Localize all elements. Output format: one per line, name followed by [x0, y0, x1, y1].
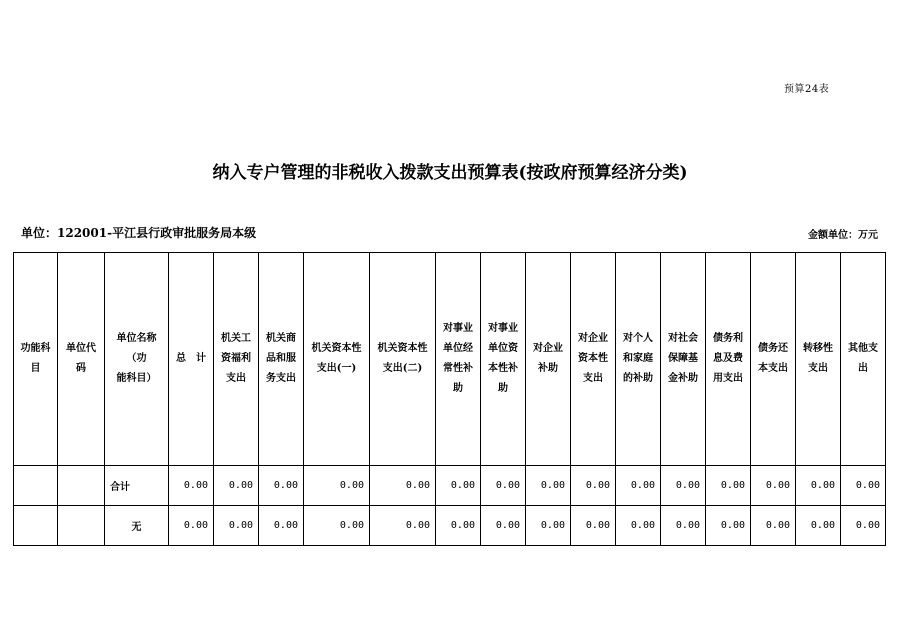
column-header [14, 253, 58, 466]
column-header-line: 支出 [808, 363, 828, 374]
column-header-line: 机关商 [266, 333, 296, 344]
table-row [14, 466, 886, 506]
column-header-line: 助 [453, 383, 463, 394]
amount-cell: 0.00 [370, 506, 436, 546]
amount-cell: 0.00 [796, 506, 841, 546]
column-header-line: 机关资本性 [377, 343, 428, 354]
amount-cell: 0.00 [214, 506, 259, 546]
column-header-line: 对社会 [668, 333, 698, 344]
amount-cell: 0.00 [661, 466, 706, 506]
column-header-line: 机关工 [221, 333, 251, 344]
amount-unit: 金额单位：万元 [808, 230, 878, 241]
column-header-line: 总 计 [176, 353, 206, 364]
amount-cell: 0.00 [751, 506, 796, 546]
amount-cell: 0.00 [169, 506, 214, 546]
reporting-unit: 单位：122001-平江县行政审批服务局本级 [21, 226, 257, 240]
column-header-line: 单位名称（功 [116, 333, 157, 364]
column-header-line: 目 [30, 363, 41, 374]
column-header-line: 和家庭 [623, 353, 653, 364]
amount-cell: 0.00 [259, 506, 304, 546]
amount-cell: 0.00 [841, 466, 886, 506]
amount-cell: 0.00 [370, 466, 436, 506]
amount-cell: 0.00 [571, 506, 616, 546]
column-header-line: 用支出 [713, 373, 743, 384]
column-header-line: 债务还 [758, 343, 788, 354]
function-code-cell [14, 466, 58, 506]
table-body [14, 466, 886, 546]
column-header-line: 对个人 [623, 333, 653, 344]
column-header [214, 253, 259, 466]
column-header [436, 253, 481, 466]
amount-cell: 0.00 [706, 466, 751, 506]
column-header-line: 补助 [538, 363, 558, 374]
column-header-line: 单位资 [488, 343, 518, 354]
column-header-line: 本支出 [758, 363, 788, 374]
budget-table [13, 252, 886, 546]
header-row [14, 253, 886, 466]
column-header [105, 253, 169, 466]
column-header [706, 253, 751, 466]
column-header-line: 金补助 [668, 373, 698, 384]
column-header-line: 保障基 [668, 353, 698, 364]
amount-cell: 0.00 [436, 466, 481, 506]
column-header-line: 机关资本性 [311, 343, 362, 354]
function-code-cell [14, 506, 58, 546]
amount-cell: 0.00 [259, 466, 304, 506]
column-header-line: 支出 [226, 373, 246, 384]
column-header-line: 支出(二) [382, 363, 423, 374]
column-header-line: 息及费 [713, 353, 743, 364]
amount-cell: 0.00 [481, 466, 526, 506]
column-header-line: 助 [498, 383, 508, 394]
column-header-line: 对事业 [488, 323, 518, 334]
column-header-line: 的补助 [623, 373, 653, 384]
column-header-line: 出 [858, 363, 868, 374]
amount-cell: 0.00 [616, 466, 661, 506]
column-header [58, 253, 105, 466]
amount-cell: 0.00 [616, 506, 661, 546]
column-header [526, 253, 571, 466]
column-header-line: 单位代 [66, 343, 96, 354]
amount-cell: 0.00 [526, 506, 571, 546]
column-header [259, 253, 304, 466]
column-header-line: 对企业 [578, 333, 608, 344]
column-header [751, 253, 796, 466]
amount-cell: 0.00 [436, 506, 481, 546]
column-header [571, 253, 616, 466]
column-header [370, 253, 436, 466]
column-header [304, 253, 370, 466]
amount-cell: 0.00 [526, 466, 571, 506]
column-header-line: 资福利 [221, 353, 251, 364]
column-header [796, 253, 841, 466]
amount-cell: 0.00 [796, 466, 841, 506]
amount-cell: 0.00 [751, 466, 796, 506]
column-header-line: 常性补 [443, 363, 473, 374]
amount-cell: 0.00 [571, 466, 616, 506]
column-header [841, 253, 886, 466]
column-header [169, 253, 214, 466]
column-header-line: 支出(一) [316, 363, 357, 374]
amount-cell: 0.00 [169, 466, 214, 506]
amount-cell: 0.00 [304, 466, 370, 506]
column-header [661, 253, 706, 466]
amount-cell: 0.00 [661, 506, 706, 546]
column-header-line: 对企业 [533, 343, 563, 354]
amount-cell: 0.00 [706, 506, 751, 546]
amount-cell: 0.00 [841, 506, 886, 546]
amount-cell: 0.00 [214, 466, 259, 506]
column-header-line: 其他支 [848, 343, 878, 354]
page-title: 纳入专户管理的非税收入拨款支出预算表(按政府预算经济分类) [212, 163, 688, 183]
column-header [616, 253, 661, 466]
column-header-line: 支出 [583, 373, 603, 384]
form-number: 预算24表 [784, 84, 830, 95]
column-header-line: 品和服 [266, 353, 296, 364]
unit-code-cell [58, 466, 105, 506]
column-header-line: 对事业 [443, 323, 473, 334]
unit-name-cell: 合计 [105, 466, 169, 506]
column-header-line: 资本性 [578, 353, 608, 364]
unit-code-cell [58, 506, 105, 546]
amount-cell: 0.00 [304, 506, 370, 546]
column-header [481, 253, 526, 466]
column-header-line: 单位经 [443, 343, 473, 354]
table-row [14, 506, 886, 546]
unit-name-cell: 无 [105, 506, 169, 546]
column-header-line: 能科目） [116, 373, 157, 384]
column-header-line: 转移性 [803, 343, 833, 354]
column-header-line: 码 [76, 363, 86, 374]
column-header-line: 务支出 [266, 373, 296, 384]
column-header-line: 功能科 [20, 343, 51, 354]
column-header-line: 本性补 [488, 363, 518, 374]
column-header-line: 债务利 [713, 333, 743, 344]
amount-cell: 0.00 [481, 506, 526, 546]
